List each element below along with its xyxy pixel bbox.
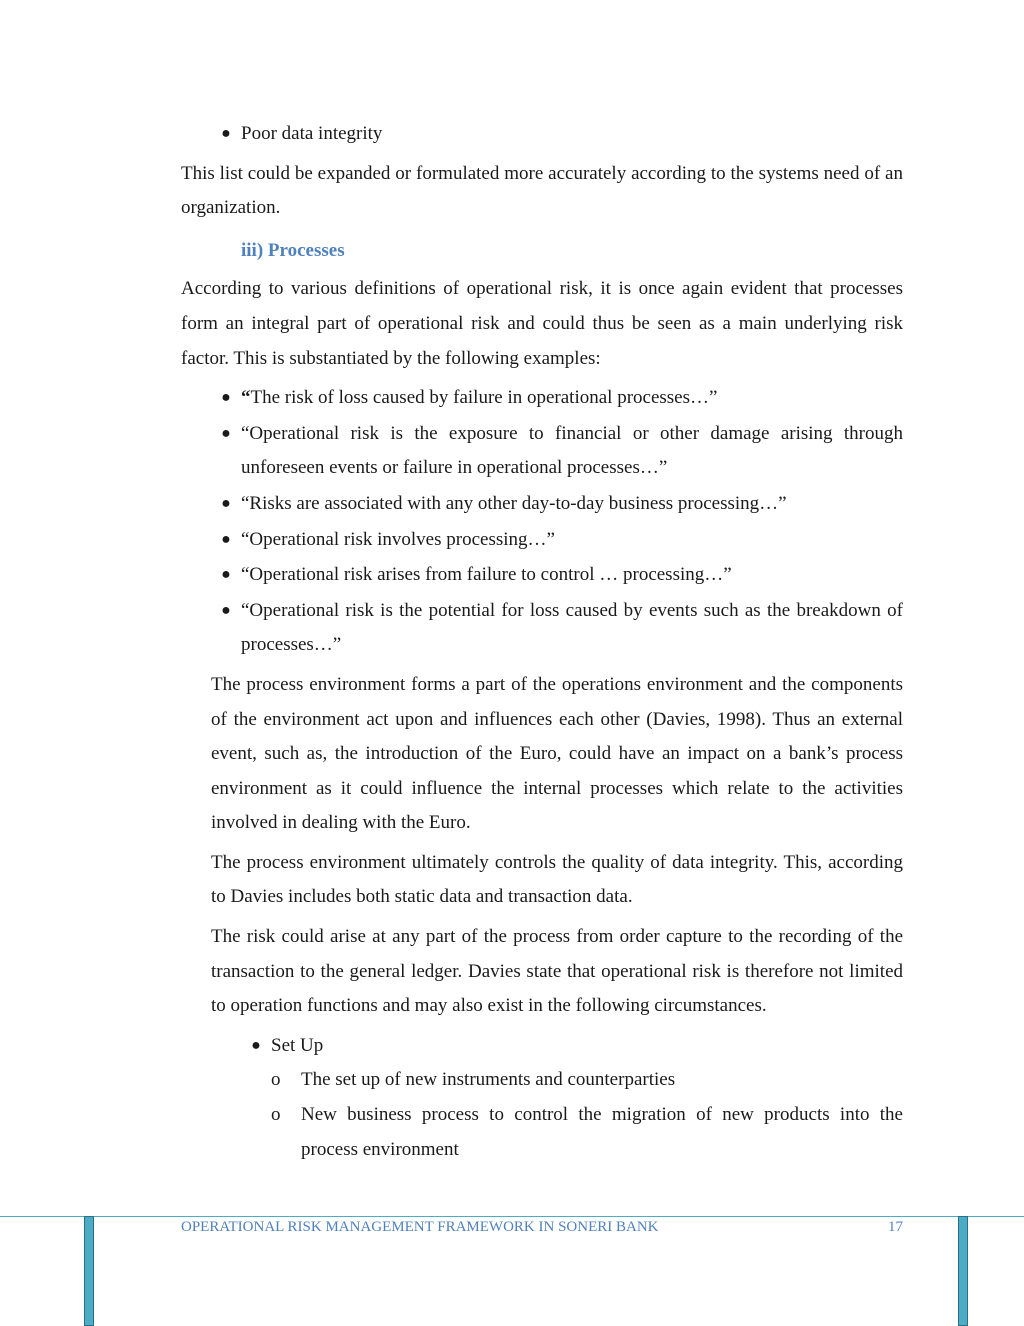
paragraph-2: According to various definitions of operational risk, it is once again evident that processes form an integral part of operational risk and could thus be seen as a main underlying risk factor. This is substantiated by the following examples:: [181, 278, 903, 369]
paragraph-4: The process environment ultimately controls the quality of data integrity. This, according to Davies includes both static data and transaction data.: [211, 851, 903, 908]
list-item-text: “Risks are associated with any other day-to-day business processing…”: [241, 492, 787, 514]
list-item: [211, 594, 903, 663]
list-item-text: “Operational risk arises from failure to control … processing…”: [241, 564, 732, 586]
page-number: 17: [888, 1219, 903, 1235]
footer-right-bar: [958, 1216, 968, 1326]
list-item-text: Set Up: [271, 1034, 324, 1056]
examples-list: [181, 381, 903, 663]
bullet-icon: ●: [221, 601, 231, 619]
sub-list-item-text: The set up of new instruments and counterparties: [301, 1069, 676, 1091]
footer-left-bar: [84, 1216, 94, 1326]
bullet-icon: ●: [221, 125, 231, 142]
list-item: [211, 381, 903, 416]
list-item: [211, 417, 903, 486]
footer-title: OPERATIONAL RISK MANAGEMENT FRAMEWORK IN SONERI BANK: [181, 1219, 659, 1235]
page-footer: [181, 1219, 903, 1236]
list-item-text: [241, 381, 903, 416]
footer-rule: [0, 1216, 1024, 1217]
paragraph-1: This list could be expanded or formulated more accurately according to the systems need of an organization.: [181, 162, 903, 219]
open-quote: “: [241, 387, 251, 409]
page-body: [181, 117, 903, 1167]
section-heading: iii) Processes: [241, 239, 345, 261]
bullet-icon: ●: [221, 494, 231, 512]
list-item-text: “Operational risk is the exposure to financial or other damage arising through unforeseen events or failure in operational processes…”: [241, 422, 903, 479]
sub-list-item: [181, 1063, 903, 1098]
bullet-icon: ●: [221, 530, 231, 548]
bullet-icon: ●: [221, 424, 231, 442]
paragraph-3: The process environment forms a part of the operations environment and the components of the environment act upon and influences each other (Davies, 1998). Thus an external event, such as, the introduction of the Euro, could have an impact on a bank’s process environment as it could influence the internal processes which relate to the activities involved in dealing with the Euro.: [211, 673, 903, 834]
list-item: [211, 558, 903, 593]
list-item-text: Poor data integrity: [241, 123, 383, 144]
bullet-icon: ●: [221, 389, 231, 407]
list-item: [211, 487, 903, 522]
sub-list-item-text: New business process to control the migration of new products into the process environment: [301, 1104, 903, 1160]
circle-bullet-icon: o: [271, 1069, 281, 1091]
bullet-icon: ●: [251, 1036, 261, 1054]
list-item-text: “Operational risk is the potential for loss caused by events such as the breakdown of processes…”: [241, 599, 903, 656]
sub-list-item: [181, 1098, 903, 1167]
list-item-text: “Operational risk involves processing…”: [241, 528, 555, 550]
list-item: [181, 117, 903, 152]
bullet-icon: ●: [221, 566, 231, 584]
paragraph-5: The risk could arise at any part of the process from order capture to the recording of the transaction to the general ledger. Davies state that operational risk is therefore not limited to operation functions and may also exist in the following circumstances.: [211, 926, 903, 1017]
list-item: [211, 523, 903, 558]
circle-bullet-icon: o: [271, 1104, 281, 1126]
example-text: The risk of loss caused by failure in operational processes…”: [250, 387, 718, 409]
list-item: [181, 1029, 903, 1064]
